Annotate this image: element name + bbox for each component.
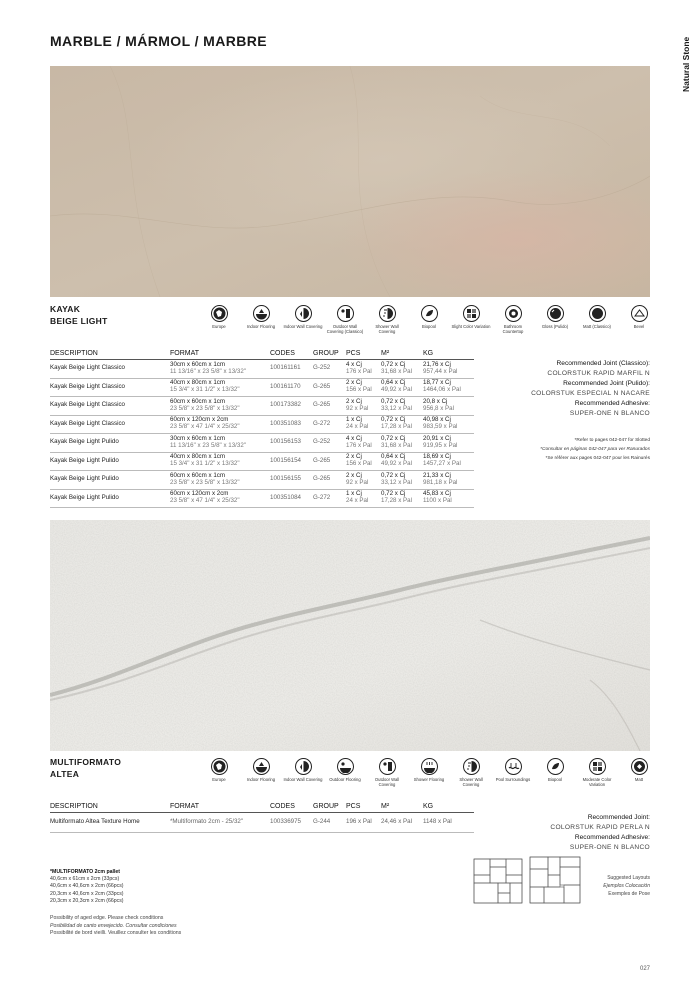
kayak-icon-europe: Europe — [198, 305, 240, 335]
kayak-icon-outdoor-wall: Outdoor Wall Covering (Classico) — [324, 305, 366, 335]
kayak-icon-color-variation: Slight Color Variation — [450, 305, 492, 335]
indoor-wall-icon — [297, 307, 310, 320]
row-format: 60cm x 60cm x 1cm 23 5/8" x 23 5/8" x 13/32" — [170, 397, 270, 416]
row-description: Kayak Beige Light Pulido — [50, 452, 170, 471]
row-pcs: 2 x Cj 156 x Pal — [346, 452, 381, 471]
row-m2: 0,72 x Cj 33,12 x Pal — [381, 471, 423, 490]
altea-spec-table — [50, 803, 474, 833]
row-code: 100173382 — [270, 397, 313, 416]
row-code: 100156154 — [270, 452, 313, 471]
altea-name-line1: MULTIFORMATO — [50, 757, 122, 767]
table-row — [50, 489, 474, 508]
row-m2: 0,72 x Cj 31,68 x Pal — [381, 360, 423, 379]
globe-icon — [213, 760, 226, 773]
shower-wall-icon — [465, 760, 478, 773]
altea-icon-pool: Pool Surroundings — [492, 758, 534, 788]
row-group: G-265 — [313, 378, 346, 397]
row-code: 100351083 — [270, 415, 313, 434]
altea-icon-shower-wall: Shower Wall Covering — [450, 758, 492, 788]
outdoor-flooring-icon — [339, 760, 352, 773]
matt-icon — [633, 760, 646, 773]
row-pcs: 4 x Cj 176 x Pal — [346, 434, 381, 453]
kayak-icon-biopool: Biopool — [408, 305, 450, 335]
row-format: 30cm x 60cm x 1cm 11 13/16" x 23 5/8" x 13/32" — [170, 434, 270, 453]
row-m2: 0,64 x Cj 49,92 x Pal — [381, 452, 423, 471]
row-kg: 21,33 x Cj 981,18 x Pal — [423, 471, 474, 490]
row-pcs: 2 x Cj 92 x Pal — [346, 471, 381, 490]
row-kg: 20,91 x Cj 919,95 x Pal — [423, 434, 474, 453]
kayak-table-header: DESCRIPTION FORMAT CODES GROUP PCS M² KG — [50, 350, 474, 360]
indoor-wall-icon — [297, 760, 310, 773]
kayak-icon-shower-wall: Shower Wall Covering — [366, 305, 408, 335]
row-description: Kayak Beige Light Classico — [50, 378, 170, 397]
row-group: G-265 — [313, 471, 346, 490]
altea-icon-color-variation: Moderate Color Variation — [576, 758, 618, 788]
row-group: G-252 — [313, 434, 346, 453]
row-description: Kayak Beige Light Pulido — [50, 489, 170, 508]
row-kg: 18,77 x Cj 1464,06 x Pal — [423, 378, 474, 397]
kayak-icon-bevel: Bevel — [618, 305, 660, 335]
indoor-flooring-icon — [255, 307, 268, 320]
altea-recommendations: Recommended Joint: COLORSTUK RAPID PERLA N Recommended Adhesive: SUPER-ONE N BLANCO — [550, 814, 650, 851]
altea-table-header: DESCRIPTION FORMAT CODES GROUP PCS M² KG — [50, 803, 474, 813]
kayak-name-line1: KAYAK — [50, 304, 81, 314]
row-kg: 20,8 x Cj 956,8 x Pal — [423, 397, 474, 416]
table-row: Multiformato Altea Texture Home *Multiformato 2cm - 25/32" 100336975 G-244 196 x Pal 24,46 x Pal 1148 x Pal — [50, 813, 474, 833]
altea-icon-indoor-flooring: Indoor Flooring — [240, 758, 282, 788]
row-group: G-265 — [313, 397, 346, 416]
indoor-flooring-icon — [255, 760, 268, 773]
globe-icon — [213, 307, 226, 320]
table-row — [50, 360, 474, 379]
altea-stone-photo — [50, 520, 650, 751]
altea-icons — [198, 758, 660, 788]
altea-product-name — [50, 756, 121, 780]
suggested-layouts-label: Suggested Layouts Ejemplos Colocación Exemples de Pose — [603, 875, 650, 897]
row-pcs: 1 x Cj 24 x Pal — [346, 415, 381, 434]
altea-pallet-info: *MULTIFORMATO 2cm pallet 40,6cm x 61cm x 2cm (33pcs) 40,6cm x 40,6cm x 2cm (66pcs) 20,3cm x 40,6cm x 2cm (33pcs) 20,3cm x 20,3cm x 2cm (66pcs) — [50, 869, 124, 904]
row-kg: 21,76 x Cj 957,44 x Pal — [423, 360, 474, 379]
row-description: Kayak Beige Light Pulido — [50, 471, 170, 490]
altea-icon-indoor-wall: Indoor Wall Covering — [282, 758, 324, 788]
color-variation-icon — [465, 307, 478, 320]
row-format: 40cm x 80cm x 1cm 15 3/4" x 31 1/2" x 13/32" — [170, 378, 270, 397]
altea-icon-shower-flooring: Shower Flooring — [408, 758, 450, 788]
biopool-icon — [549, 760, 562, 773]
altea-name-line2: ALTEA — [50, 769, 80, 779]
row-description: Kayak Beige Light Classico — [50, 397, 170, 416]
outdoor-wall-icon — [339, 307, 352, 320]
row-group: G-252 — [313, 360, 346, 379]
kayak-notes: *Refer to pages 042-047 for Slotted *Consultar en páginas 042-047 para ver Ranurados *Se référer aux pages 042-047 pour les Rainurés — [540, 438, 650, 461]
row-code: 100351084 — [270, 489, 313, 508]
row-code: 100156153 — [270, 434, 313, 453]
table-row — [50, 378, 474, 397]
row-m2: 0,64 x Cj 49,92 x Pal — [381, 378, 423, 397]
kayak-spec-table — [50, 350, 474, 508]
row-format: 40cm x 80cm x 1cm 15 3/4" x 31 1/2" x 13/32" — [170, 452, 270, 471]
row-kg: 40,98 x Cj 983,59 x Pal — [423, 415, 474, 434]
row-format: 60cm x 120cm x 2cm 23 5/8" x 47 1/4" x 25/32" — [170, 415, 270, 434]
shower-flooring-icon — [423, 760, 436, 773]
side-label: Natural Stone — [681, 36, 691, 92]
kayak-icon-countertop: Bathroom Countertop — [492, 305, 534, 335]
countertop-icon — [507, 307, 520, 320]
page-number: 027 — [639, 966, 650, 972]
altea-icon-outdoor-flooring: Outdoor Flooring — [324, 758, 366, 788]
outdoor-wall-icon — [381, 760, 394, 773]
row-format: 60cm x 120cm x 2cm 23 5/8" x 47 1/4" x 25/32" — [170, 489, 270, 508]
table-row — [50, 415, 474, 434]
kayak-icon-gloss: Gloss (Pulido) — [534, 305, 576, 335]
kayak-name-line2: BEIGE LIGHT — [50, 316, 108, 326]
row-code: 100161161 — [270, 360, 313, 379]
altea-icon-outdoor-wall: Outdoor Wall Covering — [366, 758, 408, 788]
kayak-icon-indoor-wall: Indoor Wall Covering — [282, 305, 324, 335]
kayak-recommendations: Recommended Joint (Classico): COLORSTUK RAPID MARFIL N Recommended Joint (Pulido): COLORSTUK ESPECIAL N NACARE Recommended Adhesive: SUPER-ONE N BLANCO — [531, 360, 650, 417]
bevel-icon — [633, 307, 646, 320]
row-kg: 45,83 x Cj 1100 x Pal — [423, 489, 474, 508]
table-row — [50, 452, 474, 471]
table-row — [50, 471, 474, 490]
row-description: Kayak Beige Light Pulido — [50, 434, 170, 453]
shower-wall-icon — [381, 307, 394, 320]
aged-edge-notice: Possibility of aged edge. Please check conditions Posibilidad de canto envejecido. Consultar condiciones Possibilité de bord vieilli. Veuillez consulter les conditions — [50, 915, 182, 937]
row-pcs: 4 x Cj 176 x Pal — [346, 360, 381, 379]
kayak-icons — [198, 305, 660, 335]
row-pcs: 2 x Cj 156 x Pal — [346, 378, 381, 397]
pool-icon — [507, 760, 520, 773]
suggested-layouts-diagrams — [473, 856, 583, 911]
altea-icon-europe: Europe — [198, 758, 240, 788]
row-group: G-272 — [313, 415, 346, 434]
row-code: 100161170 — [270, 378, 313, 397]
row-m2: 0,72 x Cj 33,12 x Pal — [381, 397, 423, 416]
table-row — [50, 397, 474, 416]
kayak-icon-indoor-flooring: Indoor Flooring — [240, 305, 282, 335]
row-format: 30cm x 60cm x 1cm 11 13/16" x 23 5/8" x 13/32" — [170, 360, 270, 379]
kayak-icon-matt: Matt (Classico) — [576, 305, 618, 335]
table-row — [50, 434, 474, 453]
matt-icon — [591, 307, 604, 320]
row-m2: 0,72 x Cj 31,68 x Pal — [381, 434, 423, 453]
row-code: 100156155 — [270, 471, 313, 490]
row-format: 60cm x 60cm x 1cm 23 5/8" x 23 5/8" x 13/32" — [170, 471, 270, 490]
row-pcs: 1 x Cj 24 x Pal — [346, 489, 381, 508]
biopool-icon — [423, 307, 436, 320]
row-group: G-265 — [313, 452, 346, 471]
row-m2: 0,72 x Cj 17,28 x Pal — [381, 489, 423, 508]
row-pcs: 2 x Cj 92 x Pal — [346, 397, 381, 416]
kayak-stone-photo — [50, 66, 650, 297]
page-title: MARBLE / MÁRMOL / MARBRE — [50, 33, 267, 49]
gloss-icon — [549, 307, 562, 320]
altea-icon-matt: Matt — [618, 758, 660, 788]
row-description: Kayak Beige Light Classico — [50, 415, 170, 434]
altea-icon-biopool: Biopool — [534, 758, 576, 788]
row-group: G-272 — [313, 489, 346, 508]
row-kg: 18,69 x Cj 1457,27 x Pal — [423, 452, 474, 471]
row-description: Kayak Beige Light Classico — [50, 360, 170, 379]
kayak-product-name — [50, 303, 108, 327]
row-m2: 0,72 x Cj 17,28 x Pal — [381, 415, 423, 434]
color-variation-icon — [591, 760, 604, 773]
